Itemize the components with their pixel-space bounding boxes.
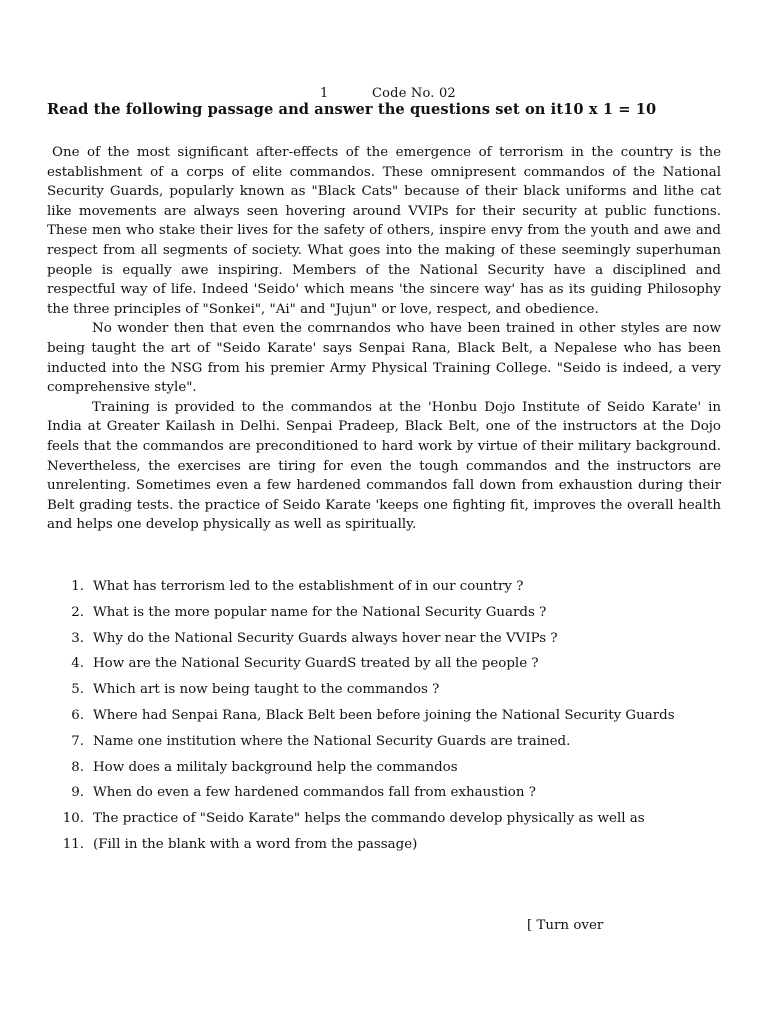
question-item <box>60 626 721 652</box>
instruction-heading: Read the following passage and answer the questions set on it10 x 1 = 10 <box>47 101 657 118</box>
question-item <box>60 651 721 677</box>
question-item <box>60 832 721 858</box>
passage-paragraph: Training is provided to the commandos at the 'Honbu Dojo Institute of Seido Karate' in India at Greater Kailash in Delhi. Senpai Pradeep, Black Belt, one of the instructors at the Dojo feels that the commandos are preconditioned to hard work by virtue of their military background. Nevertheless, the exercises are tiring for even the tough commandos and the instructors are unrelenting. Sometimes even a few hardened commandos fall down from exhaustion during their Belt grading tests. the practice of Seido Karate 'keeps one fighting fit, improves the overall health and helps one develop physically as well as spiritually. <box>47 399 721 533</box>
question-text: When do even a few hardened commandos fall from exhaustion ? <box>93 785 536 801</box>
question-item <box>60 780 721 806</box>
question-list <box>60 574 721 858</box>
question-text: (Fill in the blank with a word from the passage) <box>93 836 418 852</box>
passage-paragraph: One of the most significant after-effects of the emergence of terrorism in the country is the establishment of a corps of elite commandos. These omnipresent commandos of the National Security Guards, popularly known as "Black Cats" because of their black uniforms and lithe cat like movements are always seen hovering around VVIPs for their security at public functions. These men who stake their lives for the safety of others, inspire envy from the youth and awe and respect from all segments of society. What goes into the making of these seemingly superhuman people is equally awe inspiring. Members of the National Security have a disciplined and respectful way of life. Indeed 'Seido' which means 'the sincere way' has as its guiding Philosophy the three principles of "Sonkei", "Ai" and "Jujun" or love, respect, and obedience. <box>47 145 721 317</box>
question-number: 1. <box>71 579 84 594</box>
question-number: 10. <box>62 811 84 827</box>
question-text: The practice of "Seido Karate" helps the commando develop physically as well as <box>93 811 645 827</box>
question-number: 2. <box>71 604 84 620</box>
question-item <box>60 729 721 755</box>
question-number: 4. <box>71 656 84 672</box>
reading-passage <box>47 143 721 535</box>
code-number: Code No. 02 <box>372 86 456 101</box>
page-header <box>320 86 456 101</box>
question-text: How does a militaly background help the commandos <box>93 759 458 775</box>
question-item <box>60 600 721 626</box>
question-text: Where had Senpai Rana, Black Belt been before joining the National Security Guards <box>93 707 675 723</box>
question-item <box>60 574 721 600</box>
question-text: How are the National Security GuardS treated by all the people ? <box>93 656 539 672</box>
question-number: 7. <box>71 733 84 749</box>
question-number: 5. <box>71 682 84 698</box>
question-text: Why do the National Security Guards always hover near the VVIPs ? <box>93 630 558 646</box>
page-number: 1 <box>320 86 329 101</box>
question-number: 8. <box>71 759 84 775</box>
question-number: 6. <box>71 707 84 723</box>
question-item <box>60 677 721 703</box>
question-text: What is the more popular name for the National Security Guards ? <box>93 604 547 620</box>
question-text: What has terrorism led to the establishment of in our country ? <box>93 579 524 594</box>
passage-paragraph: No wonder then that even the comrnandos who have been trained in other styles are now being taught the art of "Seido Karate' says Senpai Rana, Black Belt, a Nepalese who has been inducted into the NSG from his premier Army Physical Training College. "Seido is indeed, a very comprehensive style". <box>47 321 721 396</box>
question-text: Name one institution where the National Security Guards are trained. <box>93 733 571 749</box>
question-number: 9. <box>71 785 84 801</box>
question-item <box>60 806 721 832</box>
turn-over-note: [ Turn over <box>527 918 604 933</box>
question-number: 3. <box>71 630 84 646</box>
question-item <box>60 703 721 729</box>
question-number: 11. <box>62 836 84 852</box>
question-item <box>60 755 721 781</box>
question-text: Which art is now being taught to the commandos ? <box>93 682 440 698</box>
